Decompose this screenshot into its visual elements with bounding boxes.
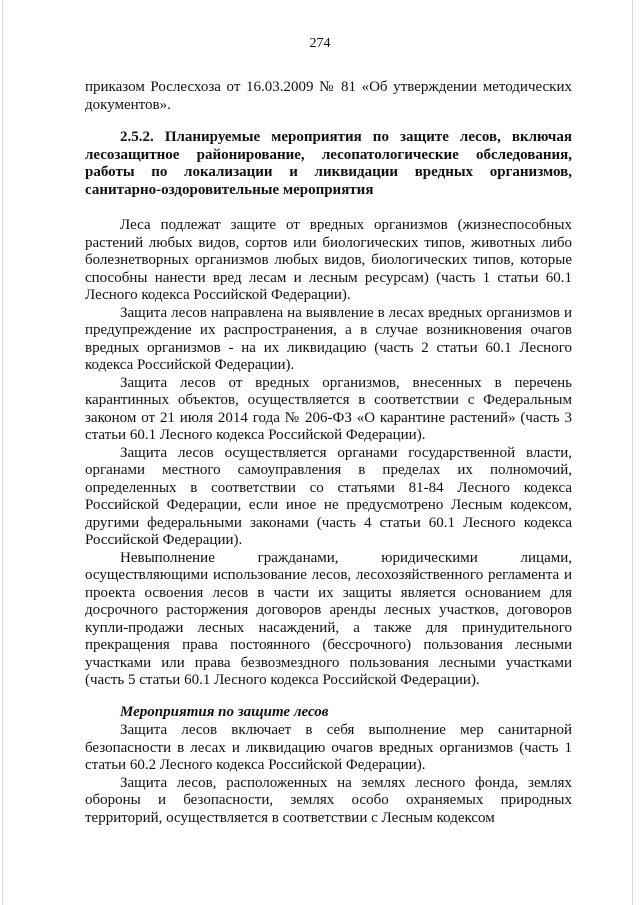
page-number: 274 (309, 36, 331, 51)
subheading: Мероприятия по защите лесов (120, 704, 329, 720)
main-paragraphs (85, 217, 572, 690)
paragraph: Защита лесов включает в себя выполнение мер санитарной безопасности в лесах и ликвидацию очагов вредных организмов (часть 1 статьи 60.2 Лесного кодекса Российской Федерации). (85, 722, 572, 773)
paragraph: Защита лесов осуществляется органами государственной власти, органами местного самоуправления в пределах их полномочий, определенных в соответствии со статьями 81-84 Лесного кодекса Российской Федерации, если иное не предусмотрено Лесным кодексом, другими федеральными законами (часть 4 статьи 60.1 Лесного кодекса Российской Федерации). (85, 444, 572, 548)
section-heading (85, 129, 572, 199)
section-title: Планируемые мероприятия по защите лесов, включая лесозащитное районирование, лесопатологические обследования, работы по локализации и ликвидации вредных организмов, санитарно-оздоровительные мероприятия (85, 129, 572, 198)
paragraph: Защита лесов от вредных организмов, внесенных в перечень карантинных объектов, осуществляется в соответствии с Федеральным законом от 21 июля 2014 года № 206-ФЗ «О карантине растений» (часть 3 статьи 60.1 Лесного кодекса Российской Федерации). (85, 374, 572, 443)
section-number: 2.5.2. (120, 129, 154, 145)
scan-edge-right (632, 0, 633, 905)
scan-edge-left (2, 0, 3, 905)
paragraph: Леса подлежат защите от вредных организмов (жизнеспособных растений любых видов, сортов или биологических типов, животных либо болезнетворных организмов любых видов, биологических типов, которые способны нанести вред лесам и лесным ресурсам) (часть 1 статьи 60.1 Лесного кодекса Российской Федерации). (85, 217, 572, 303)
paragraph: Невыполнение гражданами, юридическими лицами, осуществляющими использование лесов, лесохозяйственного регламента и проекта освоения лесов в части их защиты является основанием для досрочного расторжения договоров аренды лесных участков, договоров купли-продажи лесных насаждений, а также для принудительного прекращения права постоянного (бессрочного) пользования лесными участками или права безвозмездного пользования лесными участками (часть 5 статьи 60.1 Лесного кодекса Российской Федерации). (85, 549, 572, 688)
intro-text: приказом Рослесхоза от 16.03.2009 № 81 «Об утверждении методических документов». (85, 79, 572, 113)
paragraph: Защита лесов направлена на выявление в лесах вредных организмов и предупреждение их распространения, а в случае возникновения очагов вредных организмов - на их ликвидацию (часть 2 статьи 60.1 Лесного кодекса Российской Федерации). (85, 304, 572, 373)
intro-paragraph (85, 79, 572, 114)
protection-paragraphs (85, 722, 572, 827)
paragraph: Защита лесов, расположенных на землях лесного фонда, землях обороны и безопасности, землях особо охраняемых природных территорий, осуществляется в соответствии с Лесным кодексом (85, 774, 572, 826)
